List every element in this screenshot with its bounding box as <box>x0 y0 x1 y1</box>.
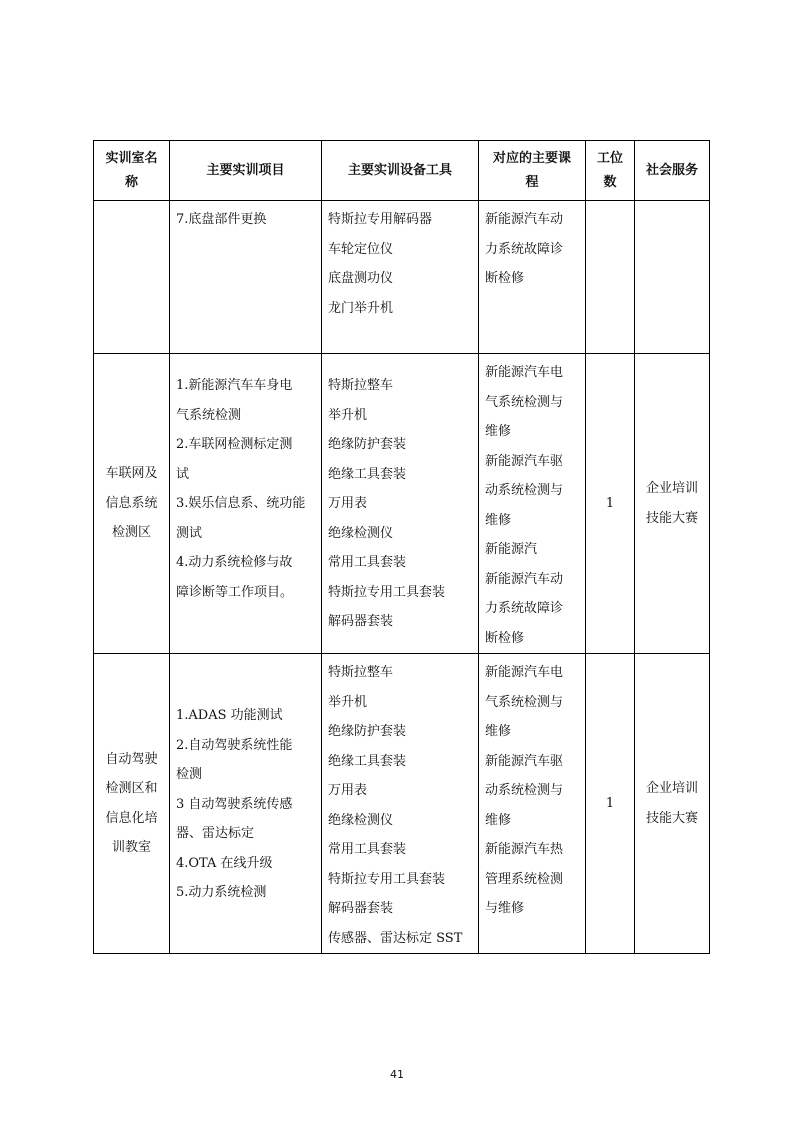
header-room: 实训室名 称 <box>94 141 170 201</box>
cell-items <box>170 201 322 354</box>
service-line: 企业培训 <box>645 781 698 796</box>
equipment-line: 绝缘工具套装 <box>328 466 407 482</box>
equipment-line: 常用工具套装 <box>328 842 407 857</box>
header-stations: 工位 数 <box>586 141 635 201</box>
equipment-line: 解码器套装 <box>328 614 394 629</box>
equipment-line: 绝缘检测仪 <box>328 525 394 541</box>
room-line: 检测区 <box>111 525 151 541</box>
course-line: 新能源汽车动 <box>485 212 564 227</box>
course-line: 新能源汽车驱 <box>485 753 564 769</box>
items-line: 障诊断等工作项目。 <box>176 584 294 600</box>
items-line: 1.ADAS 功能测试 <box>176 708 283 723</box>
header-service: 社会服务 <box>635 141 710 201</box>
room-line: 信息化培 <box>105 810 158 826</box>
table-row <box>94 354 710 654</box>
course-line: 力系统故障诊 <box>485 241 564 257</box>
cell-stations: 1 <box>586 654 635 954</box>
service-line: 企业培训 <box>645 481 698 496</box>
cell-items <box>170 354 322 654</box>
equipment-line: 特斯拉专用解码器 <box>328 212 433 227</box>
equipment-line: 常用工具套装 <box>328 555 407 570</box>
header-items: 主要实训项目 <box>170 141 322 201</box>
course-line: 维修 <box>485 812 512 828</box>
equipment-line: 特斯拉专用工具套装 <box>328 584 446 600</box>
equipment-line: 特斯拉专用工具套装 <box>328 871 446 887</box>
equipment-line: 底盘测功仪 <box>328 271 394 286</box>
cell-room <box>94 354 170 654</box>
equipment-line: 龙门举升机 <box>328 300 394 316</box>
course-line: 维修 <box>485 512 512 528</box>
items-line: 1.新能源汽车车身电 <box>176 378 293 393</box>
cell-stations <box>586 201 635 354</box>
equipment-line: 绝缘防护套装 <box>328 724 407 739</box>
course-line: 力系统故障诊 <box>485 601 564 616</box>
room-line: 检测区和 <box>105 781 158 796</box>
equipment-line: 万用表 <box>328 496 368 511</box>
cell-equipment <box>322 654 479 954</box>
equipment-line: 特斯拉整车 <box>328 665 394 680</box>
cell-room <box>94 654 170 954</box>
equipment-line: 绝缘防护套装 <box>328 437 407 452</box>
table-row <box>94 654 710 954</box>
course-line: 动系统检测与 <box>485 783 564 798</box>
service-line: 技能大赛 <box>645 510 698 526</box>
cell-service <box>635 654 710 954</box>
cell-stations: 1 <box>586 354 635 654</box>
course-line: 新能源汽 <box>485 542 538 557</box>
items-line: 2.车联网检测标定测 <box>176 437 293 452</box>
header-equipment: 主要实训设备工具 <box>322 141 479 201</box>
equipment-line: 举升机 <box>328 694 368 710</box>
cell-service <box>635 354 710 654</box>
course-line: 新能源汽车电 <box>485 665 564 680</box>
course-line: 与维修 <box>485 901 525 916</box>
items-line: 5.动力系统检测 <box>176 885 267 900</box>
equipment-line: 特斯拉整车 <box>328 378 394 393</box>
cell-service <box>635 201 710 354</box>
cell-equipment <box>322 201 479 354</box>
cell-course <box>479 654 586 954</box>
items-line: 4.OTA 在线升级 <box>176 855 273 871</box>
cell-room <box>94 201 170 354</box>
course-line: 新能源汽车电 <box>485 365 564 380</box>
cell-items <box>170 654 322 954</box>
page-number: 41 <box>390 1068 404 1081</box>
items-line: 器、雷达标定 <box>176 826 255 841</box>
equipment-line: 传感器、雷达标定 SST <box>328 930 463 946</box>
header-course: 对应的主要课 程 <box>479 141 586 201</box>
equipment-line: 万用表 <box>328 783 368 798</box>
equipment-line: 车轮定位仪 <box>328 241 394 257</box>
service-line: 技能大赛 <box>645 810 698 826</box>
equipment-line: 绝缘工具套装 <box>328 753 407 769</box>
room-line: 训教室 <box>111 840 151 855</box>
course-line: 气系统检测与 <box>485 394 564 410</box>
course-line: 动系统检测与 <box>485 483 564 498</box>
course-line: 气系统检测与 <box>485 694 564 710</box>
course-line: 维修 <box>485 724 512 739</box>
items-line: 7.底盘部件更换 <box>176 212 267 227</box>
items-line: 检测 <box>176 767 203 782</box>
room-line: 自动驾驶 <box>105 751 158 767</box>
items-line: 3.娱乐信息系、统功能 <box>176 496 306 511</box>
items-line: 测试 <box>176 525 203 541</box>
items-line: 气系统检测 <box>176 407 242 423</box>
course-line: 新能源汽车动 <box>485 571 564 587</box>
cell-course <box>479 201 586 354</box>
course-line: 管理系统检测 <box>485 871 564 887</box>
cell-course <box>479 354 586 654</box>
course-line: 断检修 <box>485 271 525 286</box>
cell-equipment <box>322 354 479 654</box>
course-line: 新能源汽车热 <box>485 842 564 857</box>
room-line: 车联网及 <box>105 466 158 482</box>
items-line: 试 <box>176 466 190 482</box>
equipment-line: 绝缘检测仪 <box>328 812 394 828</box>
table-row <box>94 201 710 354</box>
header-row <box>94 141 710 201</box>
course-line: 断检修 <box>485 630 525 646</box>
items-line: 4.动力系统检修与故 <box>176 555 293 570</box>
items-line: 2.自动驾驶系统性能 <box>176 737 293 753</box>
room-line: 信息系统 <box>105 495 158 511</box>
equipment-line: 解码器套装 <box>328 901 394 916</box>
course-line: 新能源汽车驱 <box>485 453 564 469</box>
equipment-line: 举升机 <box>328 407 368 423</box>
items-line: 3 自动驾驶系统传感 <box>176 796 293 812</box>
training-room-table <box>93 140 710 954</box>
course-line: 维修 <box>485 424 512 439</box>
